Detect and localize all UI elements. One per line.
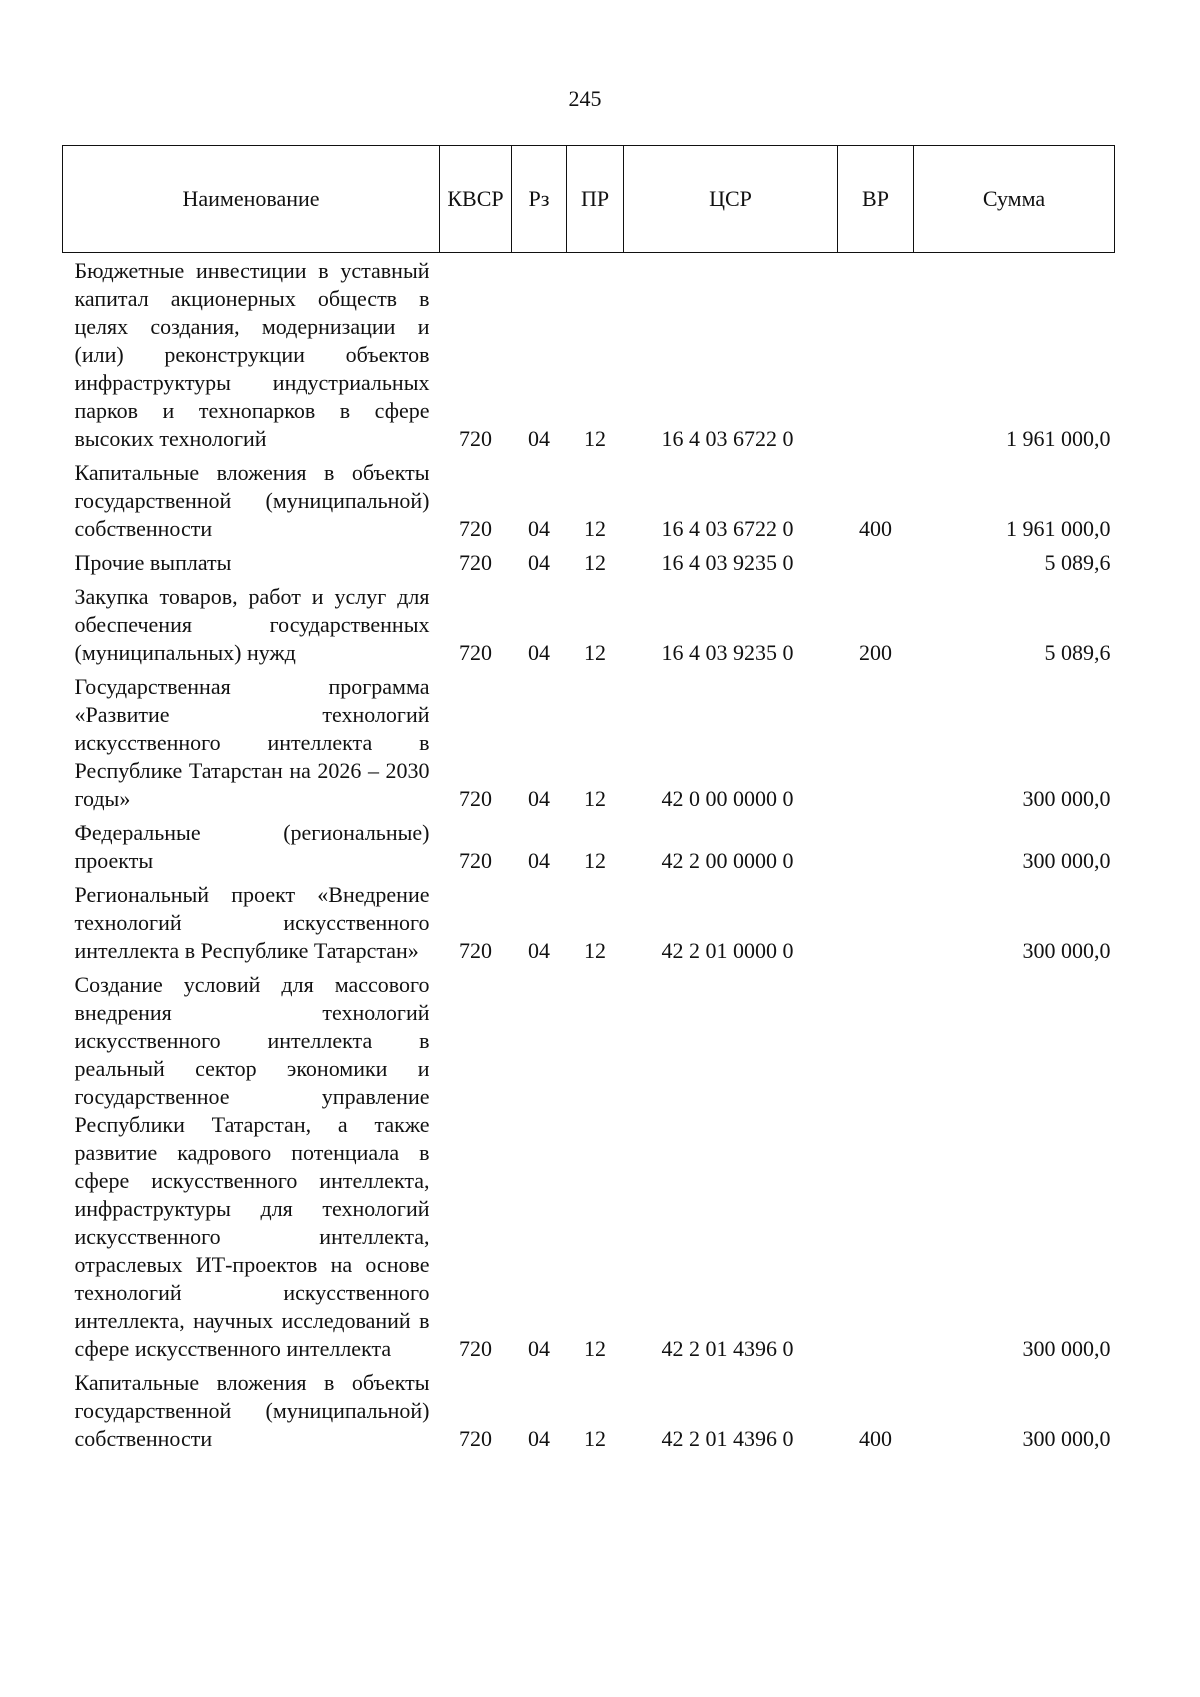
row-kvsr: 720 (459, 550, 492, 575)
table-row (63, 579, 1115, 669)
row-sum: 300 000,0 (1022, 786, 1111, 811)
row-name: Государственная программа «Развитие технологий искусственного интеллекта в Республике Татарстан на 2026 – 2030 годы» (74, 674, 430, 811)
row-sum: 5 089,6 (1044, 550, 1111, 575)
row-name: Создание условий для массового внедрения технологий искусственного интеллекта в реальный сектор экономики и государственное управление Республики Татарстан, а также развитие кадрового потенциала в сфере искусственного интеллекта, инфраструктуры для технологий искусственного интеллекта, отраслевых ИТ-проектов на основе технологий искусственного интеллекта, научных исследований в сфере искусственного интеллекта (74, 972, 430, 1361)
row-rz: 04 (528, 786, 550, 811)
row-name: Капитальные вложения в объекты государственной (муниципальной) собственности (74, 1370, 430, 1451)
row-csr: 42 2 01 0000 0 (661, 938, 794, 963)
row-kvsr: 720 (459, 426, 492, 451)
row-kvsr: 720 (459, 786, 492, 811)
table-row (63, 669, 1115, 815)
table-row (63, 967, 1115, 1365)
row-rz: 04 (528, 1336, 550, 1361)
row-pr: 12 (584, 1336, 606, 1361)
row-vr: 200 (859, 640, 892, 665)
row-name: Закупка товаров, работ и услуг для обеспечения государственных (муниципальных) нужд (74, 584, 430, 665)
row-csr: 42 0 00 0000 0 (661, 786, 794, 811)
row-pr: 12 (584, 848, 606, 873)
row-kvsr: 720 (459, 1336, 492, 1361)
row-pr: 12 (584, 516, 606, 541)
row-pr: 12 (584, 550, 606, 575)
row-pr: 12 (584, 1426, 606, 1451)
row-csr: 16 4 03 6722 0 (661, 426, 794, 451)
header-csr: ЦСР (624, 146, 838, 253)
row-name: Бюджетные инвестиции в уставный капитал акционерных обществ в целях создания, модернизации и (или) реконструкции объектов инфраструктуры индустриальных парков и технопарков в сфере высоких технологий (74, 258, 430, 451)
page-number: 245 (568, 86, 602, 111)
row-rz: 04 (528, 938, 550, 963)
row-sum: 5 089,6 (1044, 640, 1111, 665)
row-sum: 300 000,0 (1022, 848, 1111, 873)
header-vr: ВР (838, 146, 914, 253)
row-vr (838, 967, 914, 1365)
row-vr (838, 877, 914, 967)
row-csr: 16 4 03 9235 0 (661, 550, 794, 575)
table-row (63, 545, 1115, 579)
header-rz: Рз (512, 146, 567, 253)
row-pr: 12 (584, 938, 606, 963)
row-name: Капитальные вложения в объекты государственной (муниципальной) собственности (74, 460, 430, 541)
row-name: Прочие выплаты (74, 550, 232, 575)
table-header-row (63, 146, 1115, 253)
row-sum: 300 000,0 (1022, 1336, 1111, 1361)
row-csr: 42 2 01 4396 0 (661, 1426, 794, 1451)
row-vr (838, 253, 914, 456)
row-pr: 12 (584, 640, 606, 665)
budget-table (62, 145, 1115, 1455)
row-vr (838, 815, 914, 877)
row-name: Региональный проект «Внедрение технологий искусственного интеллекта в Республике Татарстан» (74, 882, 430, 963)
header-name: Наименование (63, 146, 440, 253)
row-kvsr: 720 (459, 938, 492, 963)
row-csr: 42 2 01 4396 0 (661, 1336, 794, 1361)
table-row (63, 1365, 1115, 1455)
row-name: Федеральные (региональные) проекты (74, 820, 430, 873)
row-csr: 16 4 03 9235 0 (661, 640, 794, 665)
row-vr: 400 (859, 516, 892, 541)
header-sum: Сумма (914, 146, 1115, 253)
row-sum: 1 961 000,0 (1006, 516, 1111, 541)
row-csr: 16 4 03 6722 0 (661, 516, 794, 541)
row-pr: 12 (584, 426, 606, 451)
row-rz: 04 (528, 516, 550, 541)
row-pr: 12 (584, 786, 606, 811)
row-kvsr: 720 (459, 640, 492, 665)
header-pr: ПР (567, 146, 624, 253)
header-kvsr: КВСР (440, 146, 512, 253)
row-kvsr: 720 (459, 1426, 492, 1451)
row-sum: 300 000,0 (1022, 1426, 1111, 1451)
row-sum: 1 961 000,0 (1006, 426, 1111, 451)
table-row (63, 253, 1115, 456)
row-rz: 04 (528, 426, 550, 451)
row-vr (838, 545, 914, 579)
table-row (63, 455, 1115, 545)
row-rz: 04 (528, 550, 550, 575)
row-csr: 42 2 00 0000 0 (661, 848, 794, 873)
row-vr (838, 669, 914, 815)
row-kvsr: 720 (459, 516, 492, 541)
row-kvsr: 720 (459, 848, 492, 873)
row-rz: 04 (528, 848, 550, 873)
table-row (63, 877, 1115, 967)
row-vr: 400 (859, 1426, 892, 1451)
row-rz: 04 (528, 640, 550, 665)
table-row (63, 815, 1115, 877)
row-rz: 04 (528, 1426, 550, 1451)
row-sum: 300 000,0 (1022, 938, 1111, 963)
